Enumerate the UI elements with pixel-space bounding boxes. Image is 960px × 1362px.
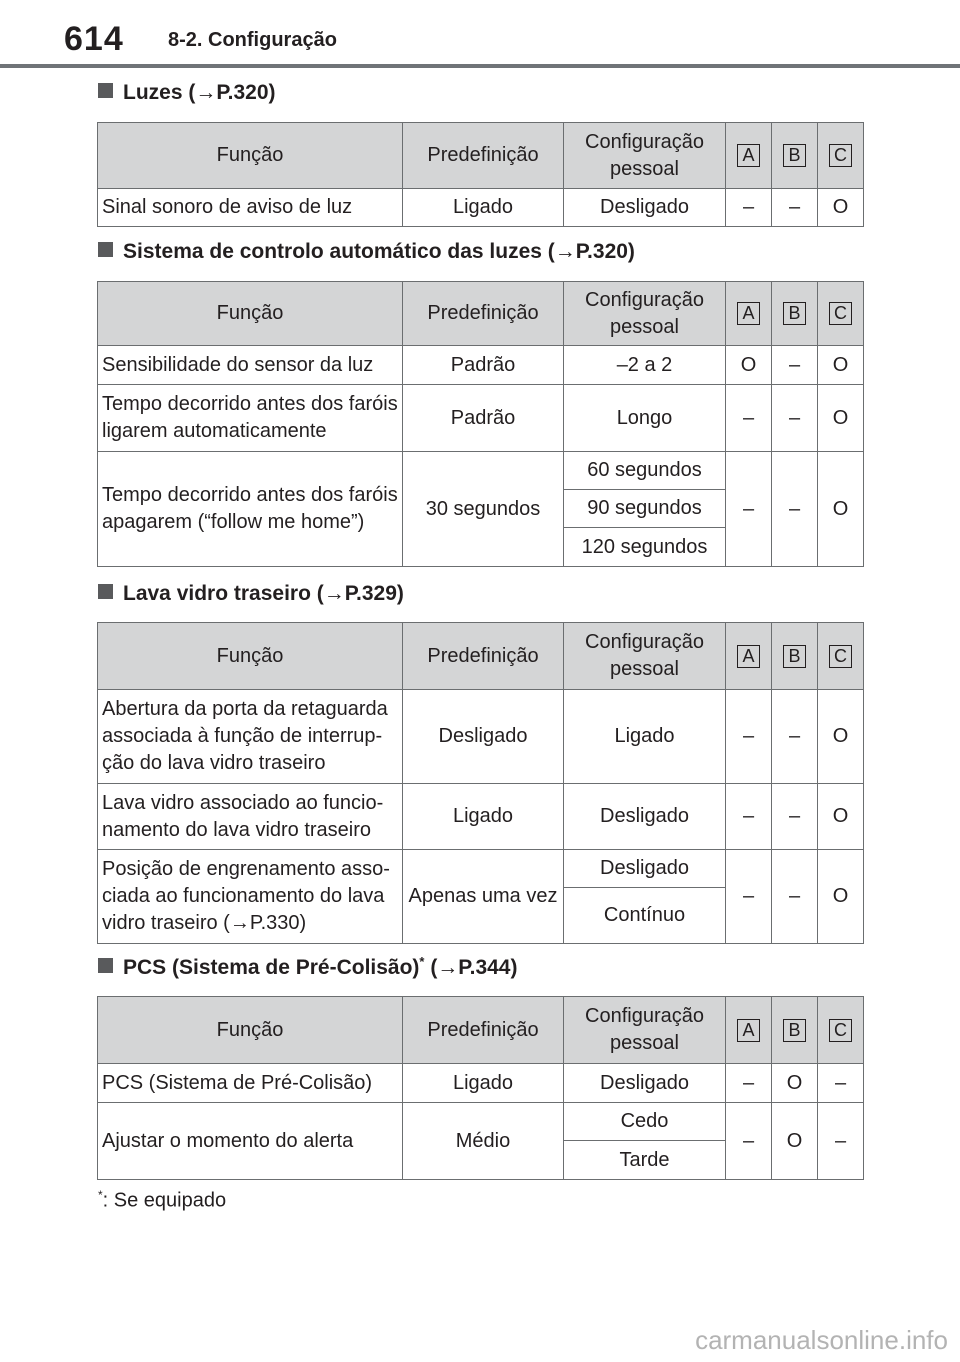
settings-table-controlo-luzes	[97, 281, 864, 567]
cell-c: O	[818, 385, 864, 452]
watermark: carmanualsonline.info	[695, 1325, 948, 1355]
col-header-config: Configuração pessoal	[564, 997, 726, 1064]
col-header-a: A	[726, 282, 772, 346]
cell-predef: Padrão	[403, 385, 564, 452]
cell-funcao: Abertura da porta da retaguarda associada à função de interrup-ção do lava vidro traseiro	[98, 690, 403, 784]
col-header-config: Configuração pessoal	[564, 623, 726, 690]
settings-table-pcs	[97, 996, 864, 1180]
col-header-config: Configuração pessoal	[564, 282, 726, 346]
col-header-funcao: Função	[98, 623, 403, 690]
cell-a: –	[726, 784, 772, 850]
table-row	[98, 452, 864, 490]
cell-c: –	[818, 1064, 864, 1103]
square-bullet-icon	[98, 242, 113, 257]
cell-c: O	[818, 452, 864, 567]
col-header-c: C	[818, 997, 864, 1064]
section-title-pcs: PCS (Sistema de Pré-Colisão)* (→P.344)	[98, 954, 517, 980]
table-row	[98, 690, 864, 784]
cell-b: –	[772, 189, 818, 227]
cell-predef: Ligado	[403, 189, 564, 227]
cell-a: –	[726, 850, 772, 944]
section-title-controlo-luzes: Sistema de controlo automático das luzes (→P.320)	[98, 240, 635, 264]
cell-config-option: Desligado	[564, 850, 726, 888]
cell-funcao: Tempo decorrido antes dos faróis apagarem (“follow me home”)	[98, 452, 403, 567]
cell-config-option: 90 segundos	[564, 490, 726, 528]
footnote: *: Se equipado	[98, 1188, 227, 1212]
cell-predef: Padrão	[403, 346, 564, 385]
cell-config: Desligado	[564, 1064, 726, 1103]
cell-b: –	[772, 452, 818, 567]
cell-a: –	[726, 690, 772, 784]
cell-config: Desligado	[564, 784, 726, 850]
col-header-funcao: Função	[98, 123, 403, 189]
cell-funcao: PCS (Sistema de Pré-Colisão)	[98, 1064, 403, 1103]
cell-config-option: Contínuo	[564, 888, 726, 944]
cell-config: –2 a 2	[564, 346, 726, 385]
col-header-b: B	[772, 282, 818, 346]
cell-a: –	[726, 1103, 772, 1180]
table-row	[98, 784, 864, 850]
col-header-a: A	[726, 123, 772, 189]
cell-a: –	[726, 452, 772, 567]
cell-a: –	[726, 1064, 772, 1103]
cell-c: O	[818, 850, 864, 944]
cell-b: O	[772, 1103, 818, 1180]
cell-b: –	[772, 385, 818, 452]
cell-predef: Ligado	[403, 1064, 564, 1103]
table-row	[98, 850, 864, 888]
col-header-funcao: Função	[98, 282, 403, 346]
cell-c: –	[818, 1103, 864, 1180]
cell-predef: 30 segundos	[403, 452, 564, 567]
cell-b: O	[772, 1064, 818, 1103]
table-row	[98, 385, 864, 452]
square-bullet-icon	[98, 83, 113, 98]
settings-table-lava-vidro	[97, 622, 864, 944]
col-header-predefinicao: Predefinição	[403, 623, 564, 690]
cell-b: –	[772, 690, 818, 784]
col-header-c: C	[818, 123, 864, 189]
col-header-a: A	[726, 623, 772, 690]
cell-funcao: Tempo decorrido antes dos faróis ligarem automaticamente	[98, 385, 403, 452]
table-header-row	[98, 282, 864, 346]
cell-funcao: Sensibilidade do sensor da luz	[98, 346, 403, 385]
cell-funcao: Sinal sonoro de aviso de luz	[98, 189, 403, 227]
cell-config-option: Cedo	[564, 1103, 726, 1141]
cell-funcao: Ajustar o momento do alerta	[98, 1103, 403, 1180]
table-header-row	[98, 123, 864, 189]
cell-c: O	[818, 784, 864, 850]
page-number: 614	[64, 20, 124, 58]
col-header-predefinicao: Predefinição	[403, 123, 564, 189]
cell-predef: Desligado	[403, 690, 564, 784]
section-title-luzes: Luzes (→P.320)	[98, 81, 276, 105]
square-bullet-icon	[98, 584, 113, 599]
header-divider	[0, 64, 960, 68]
table-row	[98, 189, 864, 227]
cell-b: –	[772, 346, 818, 385]
col-header-predefinicao: Predefinição	[403, 282, 564, 346]
cell-c: O	[818, 346, 864, 385]
cell-c: O	[818, 690, 864, 784]
cell-config-option: Tarde	[564, 1141, 726, 1180]
table-header-row	[98, 997, 864, 1064]
cell-b: –	[772, 784, 818, 850]
col-header-funcao: Função	[98, 997, 403, 1064]
col-header-b: B	[772, 623, 818, 690]
chapter-title: 8-2. Configuração	[168, 29, 337, 51]
table-row	[98, 1064, 864, 1103]
table-row	[98, 346, 864, 385]
square-bullet-icon	[98, 958, 113, 973]
page-header	[0, 0, 960, 70]
col-header-config: Configuração pessoal	[564, 123, 726, 189]
col-header-c: C	[818, 623, 864, 690]
cell-c: O	[818, 189, 864, 227]
cell-config: Ligado	[564, 690, 726, 784]
cell-a: –	[726, 189, 772, 227]
cell-predef: Apenas uma vez	[403, 850, 564, 944]
section-title-lava-vidro: Lava vidro traseiro (→P.329)	[98, 582, 404, 606]
table-header-row	[98, 623, 864, 690]
cell-funcao: Lava vidro associado ao funcio-namento do lava vidro traseiro	[98, 784, 403, 850]
cell-funcao: Posição de engrenamento asso-ciada ao funcionamento do lava vidro traseiro (→P.330)	[98, 850, 403, 944]
col-header-b: B	[772, 997, 818, 1064]
col-header-predefinicao: Predefinição	[403, 997, 564, 1064]
table-row	[98, 1103, 864, 1141]
cell-predef: Ligado	[403, 784, 564, 850]
col-header-b: B	[772, 123, 818, 189]
col-header-c: C	[818, 282, 864, 346]
cell-config: Desligado	[564, 189, 726, 227]
cell-a: O	[726, 346, 772, 385]
cell-config-option: 120 segundos	[564, 528, 726, 567]
cell-a: –	[726, 385, 772, 452]
cell-predef: Médio	[403, 1103, 564, 1180]
cell-config: Longo	[564, 385, 726, 452]
settings-table-luzes	[97, 122, 864, 227]
cell-config-option: 60 segundos	[564, 452, 726, 490]
cell-b: –	[772, 850, 818, 944]
col-header-a: A	[726, 997, 772, 1064]
